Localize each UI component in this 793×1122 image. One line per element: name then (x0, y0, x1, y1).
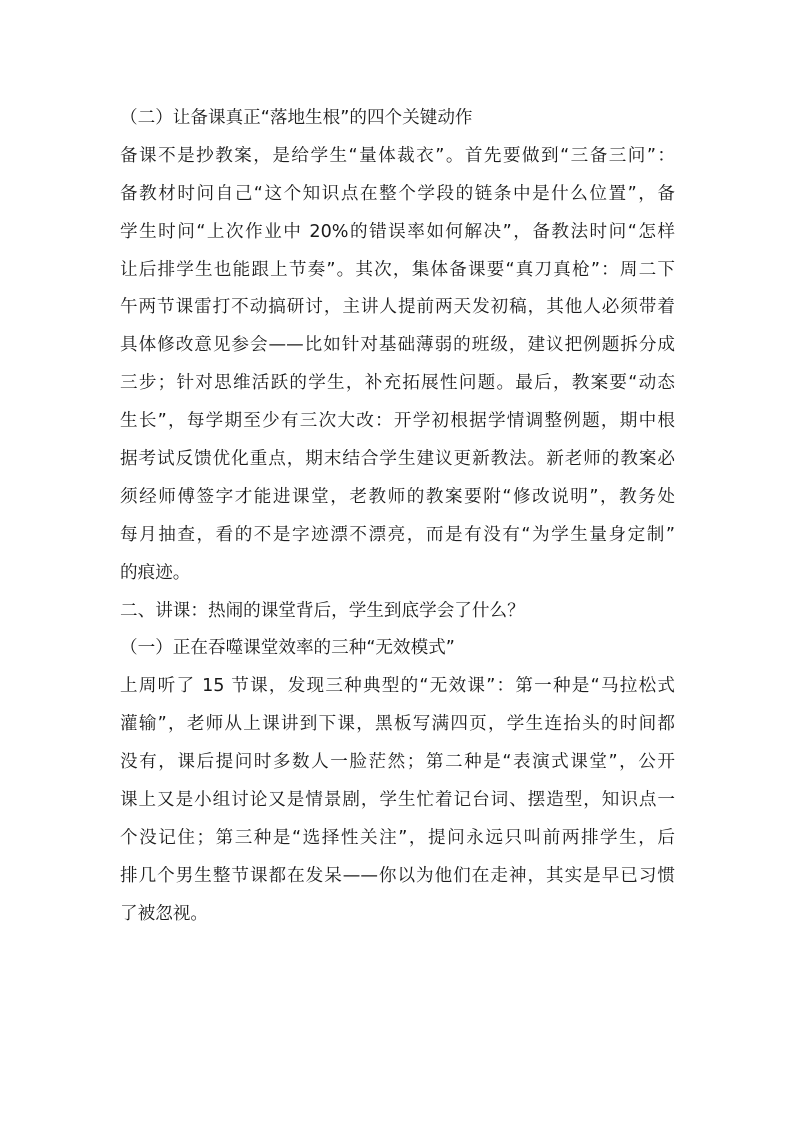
section-subheading-ineffective-modes (120, 630, 675, 668)
paragraph-line: 具体修改意见参会——比如针对基础薄弱的班级，建议把例题拆分成 (120, 335, 675, 356)
paragraph-line: 让后排学生也能跟上节奏”。其次，集体备课要“真刀真枪”：周二下 (120, 259, 675, 280)
paragraph-lesson-preparation (120, 138, 675, 593)
paragraph-line: 的痕迹。 (120, 562, 191, 583)
paragraph-line: 据考试反馈优化重点，期末结合学生建议更新教法。新老师的教案必 (120, 449, 675, 470)
subheading-line: （一）正在吞噬课堂效率的三种“无效模式” (120, 638, 455, 659)
paragraph-line: 课上又是小组讨论又是情景剧，学生忙着记台词、摆造型，知识点一 (120, 790, 675, 811)
paragraph-line: 没有，课后提问时多数人一脸茫然；第二种是“表演式课堂”，公开 (120, 752, 675, 773)
subheading-line: （二）让备课真正“落地生根”的四个关键动作 (120, 108, 473, 128)
section-subheading-preparation (120, 100, 675, 138)
paragraph-line: 三步；针对思维活跃的学生，补充拓展性问题。最后，教案要“动态 (120, 373, 675, 394)
heading-line: 二、讲课：热闹的课堂背后，学生到底学会了什么？ (120, 600, 525, 621)
paragraph-line: 排几个男生整节课都在发呆——你以为他们在走神，其实是早已习惯 (120, 865, 675, 886)
paragraph-line: 备教材时问自己“这个知识点在整个学段的链条中是什么位置”，备 (120, 183, 675, 204)
paragraph-line: 了被忽视。 (120, 903, 208, 924)
paragraph-line: 上周听了 15 节课，发现三种典型的“无效课”：第一种是“马拉松式 (120, 676, 675, 697)
paragraph-line: 午两节课雷打不动搞研讨，主讲人提前两天发初稿，其他人必须带着 (120, 297, 675, 318)
paragraph-ineffective-classes (120, 668, 675, 933)
paragraph-line: 生长”，每学期至少有三次大改：开学初根据学情调整例题，期中根 (120, 411, 675, 432)
document-body (120, 100, 675, 934)
paragraph-line: 学生时问“上次作业中 20%的错误率如何解决”，备教法时问“怎样 (120, 221, 675, 242)
section-heading-lecturing (120, 593, 675, 631)
paragraph-line: 个没记住；第三种是“选择性关注”，提问永远只叫前两排学生，后 (120, 827, 675, 848)
paragraph-line: 每月抽查，看的不是字迹漂不漂亮，而是有没有“为学生量身定制” (120, 524, 675, 545)
paragraph-line: 灌输”，老师从上课讲到下课，黑板写满四页，学生连抬头的时间都 (120, 714, 675, 735)
paragraph-line: 备课不是抄教案，是给学生“量体裁衣”。首先要做到“三备三问”： (120, 145, 675, 166)
paragraph-line: 须经师傅签字才能进课堂，老教师的教案要附“修改说明”，教务处 (120, 486, 675, 507)
